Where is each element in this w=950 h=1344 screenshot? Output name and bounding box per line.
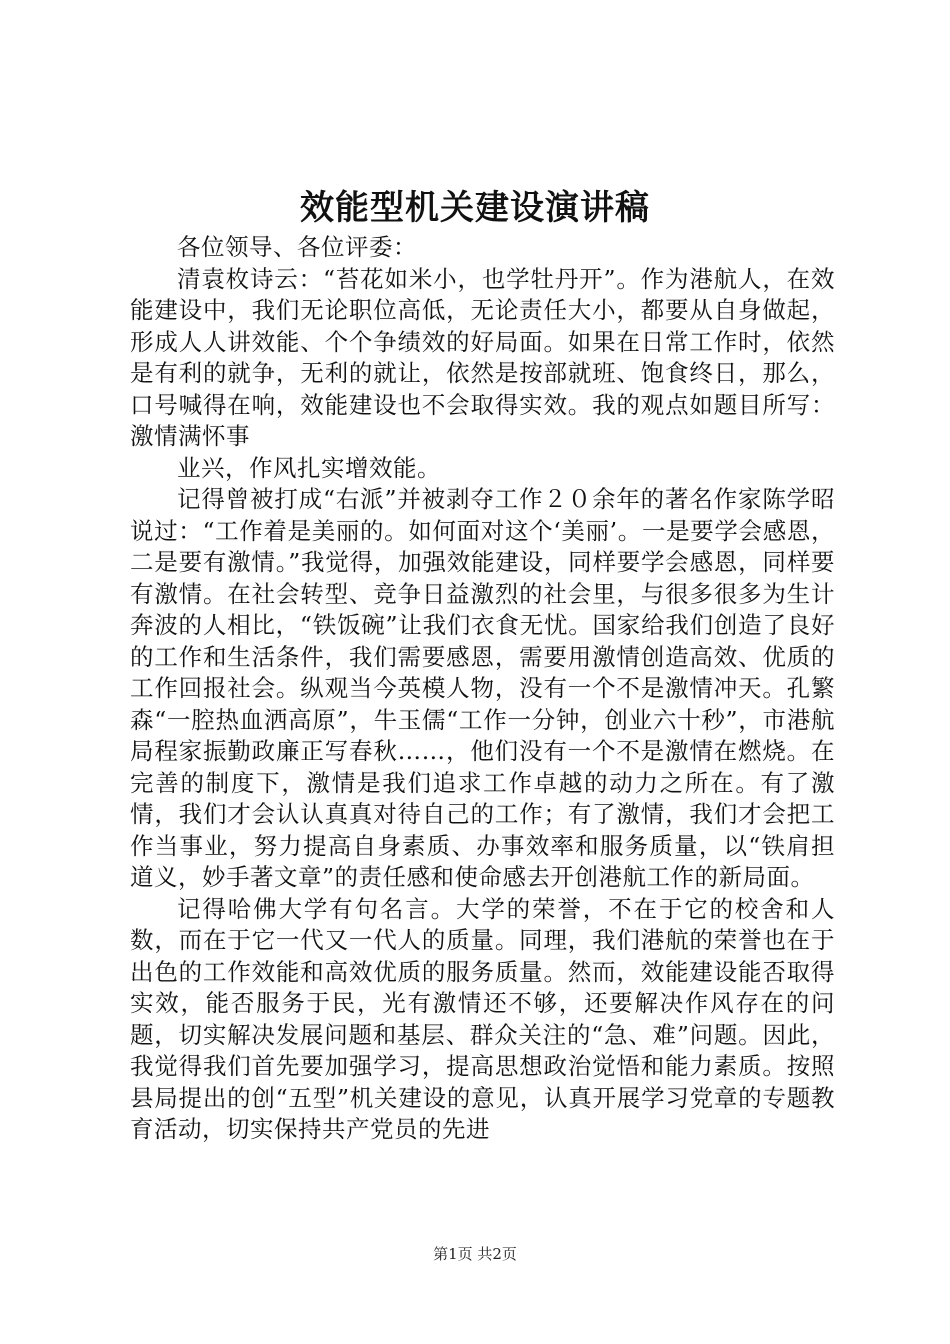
document-body xyxy=(130,232,835,1146)
salutation-paragraph: 各位领导、各位评委： xyxy=(177,233,417,261)
body-paragraph: 业兴，作风扎实增效能。 xyxy=(177,453,441,482)
document-title: 效能型机关建设演讲稿 xyxy=(300,188,650,228)
body-paragraph: 记得曾被打成“右派”并被剥夺工作２０余年的著名作家陈学昭说过：“工作着是美丽的。如何面对这个‘美丽’。一是要学会感恩，二是要有激情。”我觉得，加强效能建设，同样要学会感恩，同样要有激情。在社会转型、竞争日益激烈的社会里，与很多很多为生计奔波的人相比，“铁饭碗”让我们衣食无忧。国家给我们创造了良好的工作和生活条件，我们需要感恩，需要用激情创造高效、优质的工作回报社会。纵观当今英模人物，没有一个不是激情冲天。孔繁森“一腔热血洒高原”，牛玉儒“工作一分钟，创业六十秒”，市港航局程家振勤政廉正写春秋……，他们没有一个不是激情在燃烧。在完善的制度下，激情是我们追求工作卓越的动力之所在。有了激情，我们才会认认真真对待自己的工作；有了激情，我们才会把工作当事业，努力提高自身素质、办事效率和服务质量，以“铁肩担道义，妙手著文章”的责任感和使命感去开创港航工作的新局面。 xyxy=(130,485,835,891)
body-paragraph: 清袁枚诗云：“苔花如米小，也学牡丹开”。作为港航人，在效能建设中，我们无论职位高低，无论责任大小，都要从自身做起，形成人人讲效能、个个争绩效的好局面。如果在日常工作时，依然是有利的就争，无利的就让，依然是按部就班、饱食终日，那么，口号喊得在响，效能建设也不会取得实效。我的观点如题目所写：激情满怀事 xyxy=(130,264,835,450)
body-paragraph: 记得哈佛大学有句名言。大学的荣誉，不在于它的校舍和人数，而在于它一代又一代人的质量。同理，我们港航的荣誉也在于出色的工作效能和高效优质的服务质量。然而，效能建设能否取得实效，能否服务于民，光有激情还不够，还要解决作风存在的问题，切实解决发展问题和基层、群众关注的“急、难”问题。因此，我觉得我们首先要加强学习，提高思想政治觉悟和能力素质。按照县局提出的创“五型”机关建设的意见，认真开展学习党章的专题教育活动，切实保持共产党员的先进 xyxy=(130,894,835,1143)
page-number-footer: 第1页 共2页 xyxy=(433,1245,517,1263)
